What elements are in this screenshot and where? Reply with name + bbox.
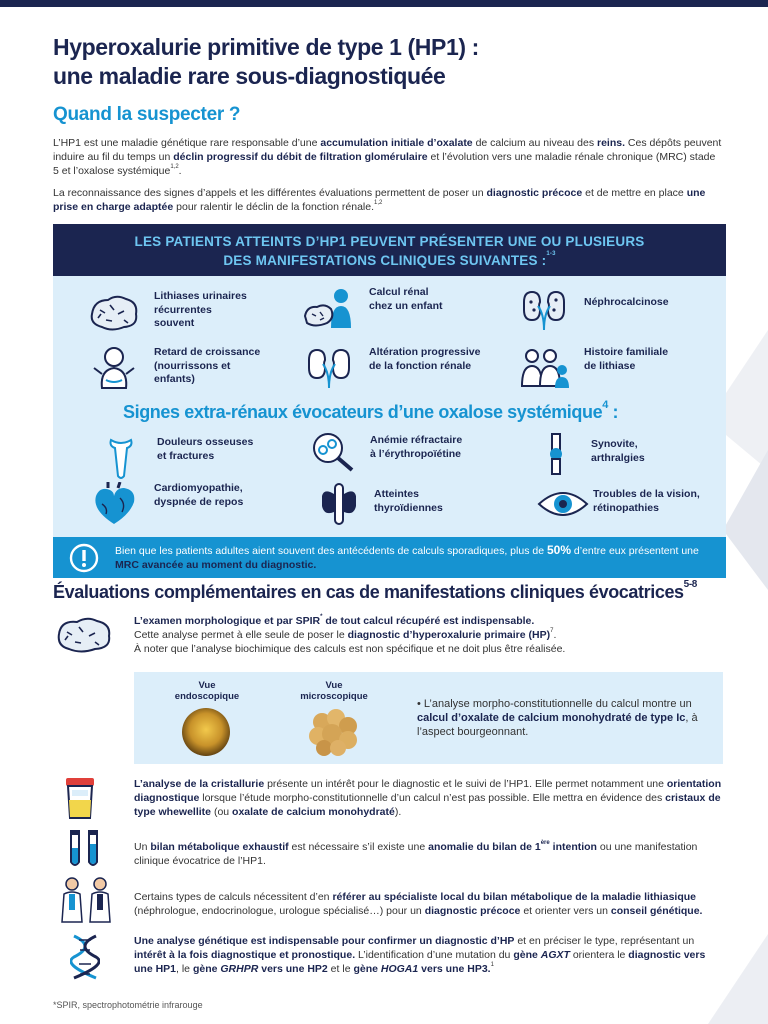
- stone-icon: [88, 290, 140, 334]
- heart-icon: [88, 482, 140, 526]
- child-stone-icon: [303, 286, 355, 330]
- extra-sign-bone: Douleurs osseuses et fractures: [103, 436, 253, 480]
- panel-header: LES PATIENTS ATTEINTS D’HP1 PEUVENT PRÉSENTER UNE OU PLUSIEURS DES MANIFESTATIONS CLINIQUES SUIVANTES :$^{1-3}$: [53, 224, 726, 276]
- manifestation-family-history: Histoire familiale de lithiase: [518, 346, 668, 390]
- cristallurie-paragraph: L’analyse de la cristallurie présente un intérêt pour le diagnostic et le suivi de l’HP1. Elle permet notamment une orientation diagnostique lorsque l’étude morpho-constitutionnelle d’un calcul n’est pas possible. Elle mettra en évidence des cristaux de type whewellite (ou oxalate de calcium monohydraté).: [134, 778, 722, 818]
- extra-sign-thyroid: Atteintes thyroïdiennes: [318, 482, 443, 526]
- joint-icon: [533, 432, 579, 476]
- evaluations-heading: Évaluations complémentaires en cas de manifestations cliniques évocatrices$^{5-8}$: [53, 579, 697, 602]
- endoscopic-image: [182, 708, 230, 756]
- top-bar: [0, 0, 768, 7]
- footnote: *SPIR, spectrophotométrie infrarouge: [53, 1000, 203, 1010]
- views-description: • L’analyse morpho-constitutionnelle du calcul montre un calcul d’oxalate de calcium monohydraté de type Ic, à l’aspect bourgeonnant.: [417, 698, 698, 738]
- specialist-paragraph: Certains types de calculs nécessitent d’en référer au spécialiste local du bilan métabolique de la maladie lithiasique (néphrologue, endocrinologue, urologue spécialisé…) pour un diagnostic précoce et orienter vers un conseil génétique.: [134, 891, 703, 917]
- urine-cup-icon: [62, 776, 98, 820]
- kidney-function-icon: [303, 346, 355, 390]
- microscopic-caption: Vue microscopique: [300, 680, 368, 702]
- baby-icon: [88, 346, 140, 390]
- page-title: Hyperoxalurie primitive de type 1 (HP1) : une maladie rare sous-diagnostiquée: [53, 34, 479, 89]
- stone-views-box: [134, 672, 723, 764]
- dna-icon: [70, 934, 100, 980]
- endoscopic-caption: Vue endoscopique: [174, 680, 240, 702]
- extra-renal-heading: Signes extra-rénaux évocateurs d’une oxalose systémique$^4$ :: [123, 399, 619, 422]
- manifestation-lithiasis: Lithiases urinaires récurrentes souvent: [88, 290, 247, 334]
- stone-icon: [55, 614, 113, 654]
- blood-magnifier-icon: [308, 430, 360, 474]
- manifestation-nephrocalcinosis: Néphrocalcinose: [518, 288, 669, 332]
- extra-sign-vision: Troubles de la vision, rétinopathies: [537, 482, 700, 526]
- microscopic-image: [308, 708, 360, 758]
- clinical-manifestations-panel: [53, 224, 726, 578]
- suspect-heading: Quand la suspecter ?: [53, 104, 241, 125]
- extra-sign-cardio: Cardiomyopathie, dyspnée de repos: [88, 482, 243, 526]
- bilan-paragraph: Un bilan métabolique exhaustif est nécessaire s’il existe une anomalie du bilan de 1ère intention ou une manifestation clinique évocatrice de l’HP1.: [134, 840, 698, 867]
- doctors-icon: [56, 876, 116, 924]
- extra-sign-anemia: Anémie réfractaire à l’érythropoïétine: [308, 430, 462, 474]
- bone-icon: [103, 436, 139, 480]
- kidneys-icon: [518, 288, 570, 332]
- alert-banner: Bien que les patients adultes aient souvent des antécédents de calculs sporadiques, plus de 50% d’entre eux présentent une MRC avancée au moment du diagnostic.: [53, 537, 726, 578]
- test-tubes-icon: [64, 828, 104, 868]
- manifestation-child-stone: Calcul rénal chez un enfant: [303, 286, 443, 330]
- genetic-paragraph: Une analyse génétique est indispensable pour confirmer un diagnostic d’HP et en préciser le type, représentant un intérêt à la fois diagnostique et pronostique. L’identification d’une mutation du gène AGXT orientera le diagnostic vers une HP1, le gène GRHPR vers une HP2 et le gène HOGA1 vers une HP3.$^1$: [134, 935, 706, 975]
- intro-paragraph-1: L’HP1 est une maladie génétique rare responsable d’une accumulation initiale d’oxalate de calcium au niveau des reins. Ces dépôts peuvent induire au fil du temps un déclin progressif du débit de filtration glomérulaire et l’évolution vers une maladie rénale chronique (MRC) stade 5 et l’oxalose systémique$^{1,2}$.: [53, 137, 722, 177]
- thyroid-icon: [318, 482, 360, 526]
- exclamation-icon: [69, 543, 99, 573]
- exam-paragraph: L’examen morphologique et par SPIR* de tout calcul récupéré est indispensable. Cette analyse permet à elle seule de poser le diagnostic d’hyperoxalurie primaire (HP)$^7$. À noter que l’analyse biochimique des calculs est non spécifique et ne doit plus être réalisée.: [134, 614, 566, 655]
- manifestation-renal-decline: Altération progressive de la fonction rénale: [303, 346, 480, 390]
- eye-icon: [537, 482, 589, 526]
- intro-paragraph-2: La reconnaissance des signes d’appels et les différentes évaluations permettent de poser un diagnostic précoce et de mettre en place une prise en charge adaptée pour ralentir le déclin de la fonction rénale.$^{1,2}$: [53, 187, 706, 213]
- family-icon: [518, 346, 570, 390]
- extra-sign-joint: Synovite, arthralgies: [533, 432, 645, 476]
- manifestation-growth-delay: Retard de croissance (nourrissons et enfants): [88, 346, 260, 390]
